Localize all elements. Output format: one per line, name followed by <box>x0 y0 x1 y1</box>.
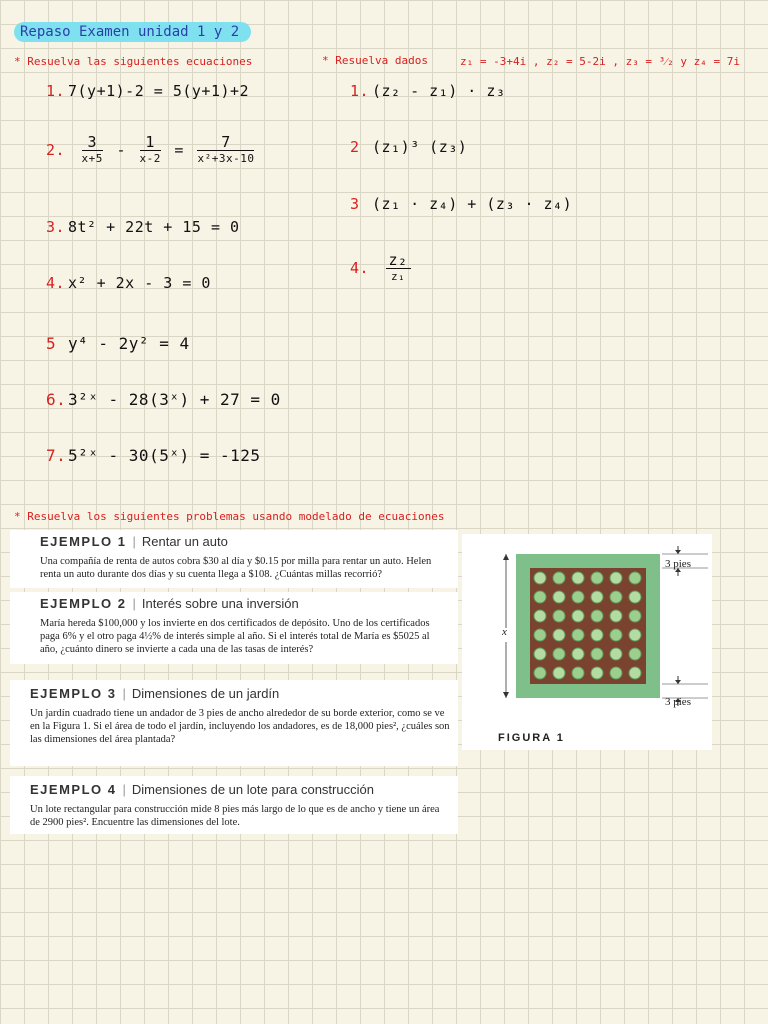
equation-number: 1. <box>46 82 66 100</box>
plant-icon <box>553 667 565 679</box>
equation-number: 6. <box>46 390 67 409</box>
operator: - <box>116 141 126 159</box>
equation-text: 5²ˣ - 30(5ˣ) = -125 <box>68 446 261 465</box>
section1-heading: * Resuelva las siguientes ecuaciones <box>14 55 253 68</box>
equation-4 <box>46 274 211 292</box>
equation-2 <box>46 134 258 167</box>
fraction-denominator: z₁ <box>390 270 406 283</box>
example-card-1 <box>10 530 458 588</box>
item-number: 3 <box>350 195 360 213</box>
fraction-numerator: 7 <box>197 134 254 151</box>
example-label: EJEMPLO 1 <box>40 534 127 549</box>
plant-icon <box>591 591 603 603</box>
equation-number: 5 <box>46 334 57 353</box>
plant-icon <box>572 667 584 679</box>
item-text: (z₁ · z₄) + (z₃ · z₄) <box>372 195 573 213</box>
plant-icon <box>553 591 565 603</box>
example-subtitle: Dimensiones de un jardín <box>131 686 280 701</box>
plant-icon <box>629 667 641 679</box>
plant-icon <box>534 667 546 679</box>
equation-7 <box>46 446 261 465</box>
example-subtitle: Interés sobre una inversión <box>141 596 299 611</box>
complex-4 <box>350 252 415 285</box>
example-card-4 <box>10 776 458 834</box>
fraction-denominator: x-2 <box>139 152 161 165</box>
example-header: EJEMPLO 1 | Rentar un auto <box>40 534 228 549</box>
fraction <box>197 134 254 167</box>
plant-icon <box>629 610 641 622</box>
plant-icon <box>610 629 622 641</box>
plant-icon <box>572 648 584 660</box>
example-card-3 <box>10 680 458 766</box>
example-header: EJEMPLO 3 | Dimensiones de un jardín <box>30 686 280 701</box>
plant-icon <box>553 648 565 660</box>
plant-icon <box>572 572 584 584</box>
example-label: EJEMPLO 4 <box>30 782 117 797</box>
complex-3 <box>350 195 572 213</box>
example-text: Un jardín cuadrado tiene un andador de 3 pies de ancho alrededor de su borde exterior, como se ve en la Figura 1. Si el área de todo el jardín, incluyendo los andadores, es de 18,000 pies², ¿cuáles son las dimensiones del área plantada? <box>30 708 450 745</box>
plant-icon <box>629 572 641 584</box>
figure-label: FIGURA 1 <box>498 732 565 744</box>
plant-icon <box>572 591 584 603</box>
example-subtitle: Rentar un auto <box>141 534 228 549</box>
fraction <box>82 134 103 167</box>
plant-icon <box>591 610 603 622</box>
plant-icon <box>553 610 565 622</box>
example-card-2 <box>10 592 458 664</box>
fraction-numerator: z₂ <box>386 252 411 269</box>
plant-icon <box>591 572 603 584</box>
equation-text: x² + 2x - 3 = 0 <box>68 274 211 292</box>
fraction-denominator: x+5 <box>81 152 103 165</box>
plant-icon <box>610 610 622 622</box>
equation-text: y⁴ - 2y² = 4 <box>68 334 190 353</box>
figure-1 <box>462 534 712 750</box>
example-text: María hereda $100,000 y los invierte en dos certificados de depósito. Uno de los certificados paga 6% y el otro paga 4½% de interés simple al año. Si el interés total de María es $5025 al año, ¿cuánto dinero se invierte a cada una de las tasas de interés? <box>40 618 430 655</box>
item-text: (z₂ - z₁) · z₃ <box>372 82 506 100</box>
equation-number: 7. <box>46 446 67 465</box>
complex-2 <box>350 138 467 156</box>
equation-number: 2. <box>46 141 66 159</box>
example-text: Un lote rectangular para construcción mide 8 pies más largo de lo que es de ancho y tiene un área de 2900 pies². Encuentre las dimensiones del lote. <box>30 804 440 828</box>
equation-3 <box>46 218 240 236</box>
plant-icon <box>591 667 603 679</box>
example-label: EJEMPLO 3 <box>30 686 117 701</box>
example-subtitle: Dimensiones de un lote para construcción <box>131 782 374 797</box>
operator: = <box>174 141 184 159</box>
bottom-dimension-label: 3 pies <box>665 696 691 708</box>
plant-icon <box>629 648 641 660</box>
equation-text: 8t² + 22t + 15 = 0 <box>68 218 240 236</box>
plant-icon <box>610 572 622 584</box>
section2-givens: z₁ = -3+4i , z₂ = 5-2i , z₃ = ³⁄₂ y z₄ = 7i <box>460 55 740 68</box>
plant-icon <box>591 629 603 641</box>
equation-1 <box>46 82 249 100</box>
plant-icon <box>610 667 622 679</box>
plant-icon <box>572 610 584 622</box>
item-text: (z₁)³ (z₃) <box>372 138 468 156</box>
plant-icon <box>610 591 622 603</box>
page-title: Repaso Examen unidad 1 y 2 <box>14 22 251 42</box>
top-dimension-label: 3 pies <box>665 558 691 570</box>
plant-icon <box>629 591 641 603</box>
plant-icon <box>534 591 546 603</box>
equation-text: 3²ˣ - 28(3ˣ) + 27 = 0 <box>68 390 281 409</box>
planted-area <box>530 568 646 684</box>
section2-heading: * Resuelva dados <box>322 54 428 67</box>
plant-icon <box>591 648 603 660</box>
side-dimension-label: x <box>502 626 507 638</box>
item-number: 2 <box>350 138 360 156</box>
plant-icon <box>610 648 622 660</box>
item-number: 1. <box>350 82 370 100</box>
plant-icon <box>534 572 546 584</box>
equation-number: 4. <box>46 274 66 292</box>
plant-icon <box>534 610 546 622</box>
complex-1 <box>350 82 505 100</box>
fraction-numerator: 3 <box>82 134 103 151</box>
equation-text: 7(y+1)-2 = 5(y+1)+2 <box>68 82 250 100</box>
equation-5 <box>46 334 190 353</box>
fraction <box>386 252 411 285</box>
plant-icon <box>629 629 641 641</box>
plant-icon <box>572 629 584 641</box>
example-text: Una compañía de renta de autos cobra $30 al día y $0.15 por milla para rentar un auto. Helen renta un auto durante dos días y su cuenta llega a $108. ¿Cuántas millas recorrió? <box>40 556 432 580</box>
section3-heading: * Resuelva los siguientes problemas usando modelado de ecuaciones <box>14 510 445 523</box>
equation-6 <box>46 390 281 409</box>
item-number: 4. <box>350 259 370 277</box>
equation-number: 3. <box>46 218 66 236</box>
example-header: EJEMPLO 4 | Dimensiones de un lote para construcción <box>30 782 374 797</box>
fraction-denominator: x²+3x-10 <box>197 152 255 165</box>
plant-icon <box>553 629 565 641</box>
fraction <box>140 134 161 167</box>
plant-icon <box>534 648 546 660</box>
example-header: EJEMPLO 2 | Interés sobre una inversión <box>40 596 299 611</box>
fraction-numerator: 1 <box>140 134 161 151</box>
example-label: EJEMPLO 2 <box>40 596 127 611</box>
plant-icon <box>534 629 546 641</box>
plant-icon <box>553 572 565 584</box>
